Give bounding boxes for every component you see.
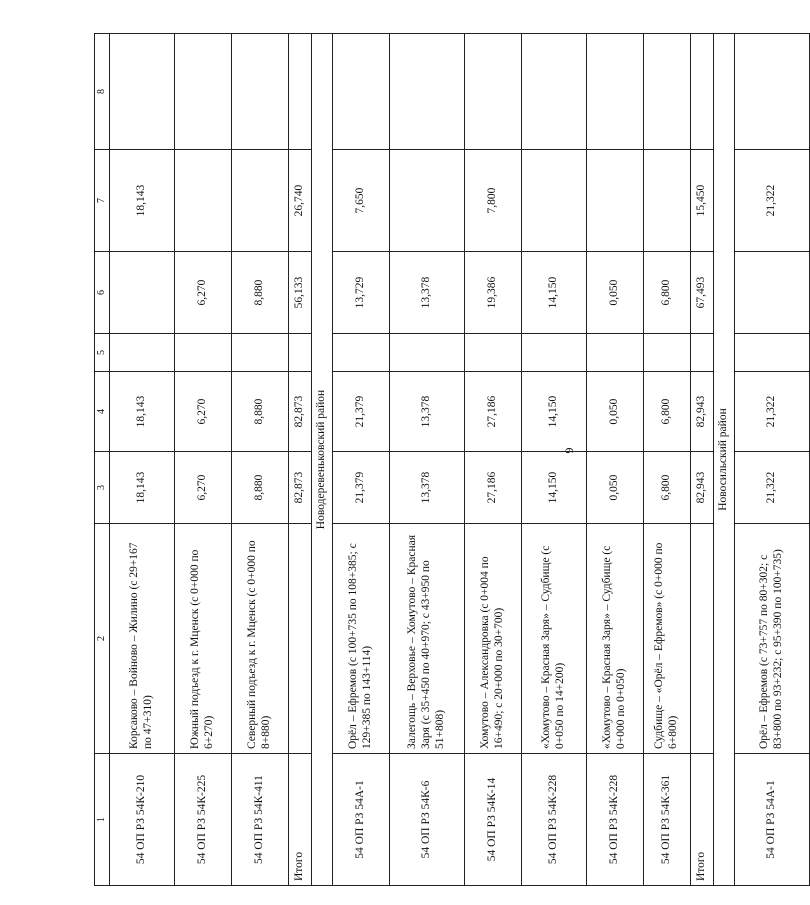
length-col-6: 56,133	[289, 252, 312, 334]
length-col-4: 82,943	[691, 372, 714, 452]
length-col-6: 13,378	[390, 252, 465, 334]
table-row	[522, 34, 587, 886]
length-col-8	[390, 34, 465, 150]
column-number: 4	[95, 372, 110, 452]
road-code: 54 ОП РЗ 54К-210	[110, 754, 175, 886]
road-code: 54 ОП РЗ 54К-228	[522, 754, 587, 886]
length-col-7	[175, 150, 232, 252]
table-row	[110, 34, 175, 886]
road-name: «Хомутово – Красная Заря» – Судбище (с 0+000 по 0+050)	[587, 524, 644, 754]
column-number: 2	[95, 524, 110, 754]
rotated-table-area	[94, 34, 784, 886]
length-col-5	[522, 334, 587, 372]
total-row	[691, 34, 714, 886]
length-col-5	[465, 334, 522, 372]
table-row	[175, 34, 232, 886]
total-length: 14,150	[522, 452, 587, 524]
total-length: 27,186	[465, 452, 522, 524]
table-row	[735, 34, 810, 886]
district-name: Новодеревеньковский район	[312, 34, 333, 886]
table-row	[465, 34, 522, 886]
table-body	[110, 34, 810, 886]
road-name	[691, 524, 714, 754]
length-col-6: 13,729	[333, 252, 390, 334]
length-col-4: 21,379	[333, 372, 390, 452]
total-label: Итого	[691, 754, 714, 886]
total-length: 82,873	[289, 452, 312, 524]
length-col-8	[691, 34, 714, 150]
length-col-5	[644, 334, 691, 372]
table-row	[232, 34, 289, 886]
total-length: 18,143	[110, 452, 175, 524]
road-code: 54 ОП РЗ 54К-228	[587, 754, 644, 886]
length-col-8	[587, 34, 644, 150]
total-length: 82,943	[691, 452, 714, 524]
road-code: 54 ОП РЗ 54К-225	[175, 754, 232, 886]
column-number-row	[95, 34, 110, 886]
length-col-8	[289, 34, 312, 150]
total-length: 21,322	[735, 452, 810, 524]
column-number: 7	[95, 150, 110, 252]
length-col-5	[289, 334, 312, 372]
length-col-7	[522, 150, 587, 252]
road-code: 54 ОП РЗ 54К-14	[465, 754, 522, 886]
length-col-8	[465, 34, 522, 150]
table-row	[587, 34, 644, 886]
length-col-5	[110, 334, 175, 372]
length-col-5	[333, 334, 390, 372]
district-section-row	[312, 34, 333, 886]
length-col-7	[390, 150, 465, 252]
road-code: 54 ОП РЗ 54А-1	[735, 754, 810, 886]
total-row	[289, 34, 312, 886]
length-col-6: 67,493	[691, 252, 714, 334]
length-col-4: 6,800	[644, 372, 691, 452]
road-name: Орёл – Ефремов (с 100+735 по 108+385; с 129+385 по 143+114)	[333, 524, 390, 754]
length-col-5	[175, 334, 232, 372]
total-length: 0,050	[587, 452, 644, 524]
road-name: Южный подъезд к г. Мценск (с 0+000 по 6+270)	[175, 524, 232, 754]
column-number: 1	[95, 754, 110, 886]
district-section-row	[714, 34, 735, 886]
total-label: Итого	[289, 754, 312, 886]
column-number: 5	[95, 334, 110, 372]
road-name: «Хомутово – Красная Заря» – Судбище (с 0+050 по 14+200)	[522, 524, 587, 754]
column-number: 8	[95, 34, 110, 150]
total-length: 8,880	[232, 452, 289, 524]
length-col-6: 6,800	[644, 252, 691, 334]
road-name: Хомутово – Александровка (с 0+004 по 16+490; с 20+000 по 30+700)	[465, 524, 522, 754]
length-col-4: 14,150	[522, 372, 587, 452]
length-col-7: 7,800	[465, 150, 522, 252]
table-row	[644, 34, 691, 886]
road-name	[289, 524, 312, 754]
road-code: 54 ОП РЗ 54К-6	[390, 754, 465, 886]
length-col-7: 7,650	[333, 150, 390, 252]
length-col-5	[691, 334, 714, 372]
length-col-5	[390, 334, 465, 372]
column-number: 6	[95, 252, 110, 334]
length-col-7: 18,143	[110, 150, 175, 252]
length-col-4: 8,880	[232, 372, 289, 452]
road-name: Залегощь – Верховье – Хомутово – Красная Заря (с 35+450 по 40+970; с 43+950 по 51+808)	[390, 524, 465, 754]
table-row	[390, 34, 465, 886]
road-name: Северный подъезд к г. Мценск (с 0+000 по 8+880)	[232, 524, 289, 754]
length-col-6: 0,050	[587, 252, 644, 334]
length-col-5	[587, 334, 644, 372]
length-col-4: 18,143	[110, 372, 175, 452]
length-col-4: 0,050	[587, 372, 644, 452]
length-col-7: 15,450	[691, 150, 714, 252]
length-col-7	[587, 150, 644, 252]
length-col-7: 26,740	[289, 150, 312, 252]
length-col-8	[644, 34, 691, 150]
length-col-8	[232, 34, 289, 150]
length-col-6: 8,880	[232, 252, 289, 334]
length-col-7	[232, 150, 289, 252]
length-col-6: 6,270	[175, 252, 232, 334]
roads-table	[94, 33, 810, 886]
total-length: 13,378	[390, 452, 465, 524]
district-name: Новосильский район	[714, 34, 735, 886]
length-col-8	[110, 34, 175, 150]
page-number: 6	[562, 447, 577, 454]
length-col-4: 6,270	[175, 372, 232, 452]
length-col-8	[333, 34, 390, 150]
length-col-7	[644, 150, 691, 252]
length-col-6: 14,150	[522, 252, 587, 334]
length-col-8	[735, 34, 810, 150]
length-col-6	[110, 252, 175, 334]
total-length: 21,379	[333, 452, 390, 524]
length-col-5	[735, 334, 810, 372]
total-length: 6,800	[644, 452, 691, 524]
length-col-6: 19,386	[465, 252, 522, 334]
length-col-4: 27,186	[465, 372, 522, 452]
length-col-5	[232, 334, 289, 372]
length-col-4: 13,378	[390, 372, 465, 452]
length-col-4: 82,873	[289, 372, 312, 452]
road-code: 54 ОП РЗ 54К-361	[644, 754, 691, 886]
column-number: 3	[95, 452, 110, 524]
length-col-4: 21,322	[735, 372, 810, 452]
total-length: 6,270	[175, 452, 232, 524]
length-col-8	[522, 34, 587, 150]
table-row	[333, 34, 390, 886]
road-code: 54 ОП РЗ 54К-411	[232, 754, 289, 886]
road-name: Судбище – «Орёл – Ефремов» (с 0+000 по 6+800)	[644, 524, 691, 754]
road-name: Орёл – Ефремов (с 73+757 по 80+302; с 83+800 по 93+232; с 95+390 по 100+735)	[735, 524, 810, 754]
length-col-6	[735, 252, 810, 334]
road-name: Корсаково – Войново – Жилино (с 29+167 по 47+310)	[110, 524, 175, 754]
length-col-7: 21,322	[735, 150, 810, 252]
road-code: 54 ОП РЗ 54А-1	[333, 754, 390, 886]
length-col-8	[175, 34, 232, 150]
